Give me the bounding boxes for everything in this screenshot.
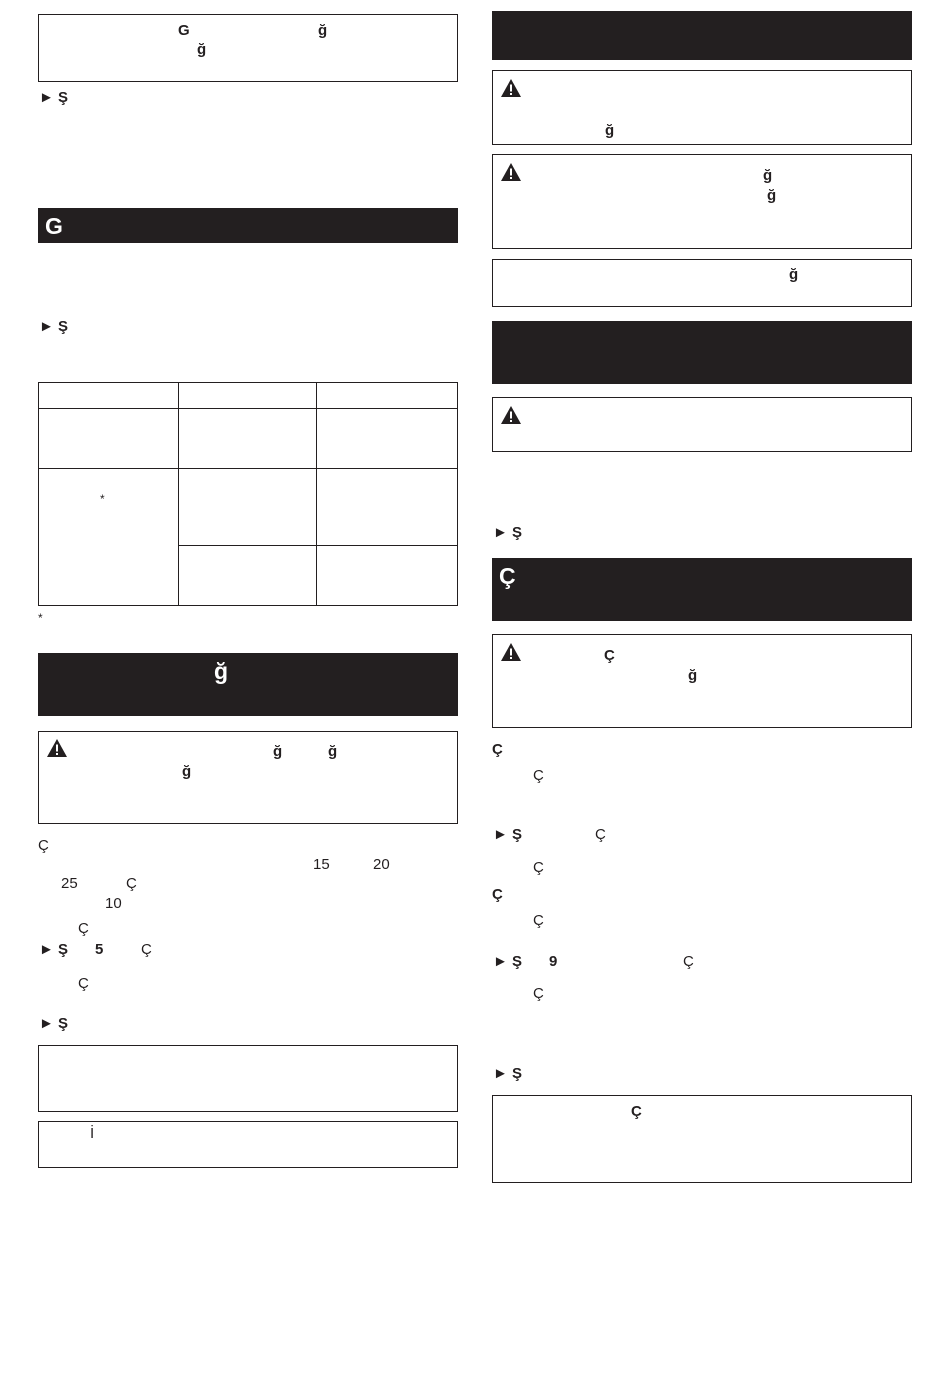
- warning-text-g-breve-1: ğ: [763, 167, 773, 184]
- figure-reference-7-text-c: Ç: [683, 953, 694, 970]
- figure-reference-3: ► Ş: [39, 941, 69, 958]
- section-header-c: [492, 558, 912, 621]
- note-box-4: [492, 259, 912, 307]
- figure-reference-6: ► Ş: [493, 826, 523, 843]
- table-cell: [178, 546, 317, 606]
- note-box-1: [38, 14, 458, 82]
- table-cell: [39, 409, 179, 469]
- body-text-c-7: Ç: [533, 912, 544, 929]
- figure-reference-8: ► Ş: [493, 1065, 523, 1082]
- warning-text-g-breve: ğ: [688, 667, 698, 684]
- table-cell: [178, 469, 317, 546]
- section-title-g: G: [45, 213, 63, 239]
- body-text-c-8: Ç: [533, 985, 544, 1002]
- table-asterisk: *: [100, 492, 105, 506]
- note-text-c: Ç: [631, 1103, 642, 1120]
- note-box-3: [38, 1121, 458, 1168]
- table-header-cell-2: [178, 383, 317, 409]
- section-title-g-breve: ğ: [214, 658, 229, 684]
- table-cell: [317, 469, 458, 546]
- figure-reference-3-number: 5: [95, 941, 104, 958]
- table-header-cell-3: [317, 383, 458, 409]
- body-text-c-6: Ç: [533, 859, 544, 876]
- note-text-g-breve-2: ğ: [197, 41, 207, 58]
- warning-box-3: [492, 154, 912, 249]
- figure-reference-5: ► Ş: [493, 524, 523, 541]
- warning-triangle-icon: [500, 405, 522, 425]
- body-text-c-5: Ç: [533, 767, 544, 784]
- body-number-10: 10: [105, 895, 122, 912]
- table-cell: [317, 409, 458, 469]
- warning-box-5: [492, 634, 912, 728]
- figure-reference-3-text-c: Ç: [141, 941, 152, 958]
- body-text-c-3: Ç: [78, 920, 89, 937]
- body-text-c-1: Ç: [38, 837, 49, 854]
- table-footnote-marker: *: [38, 611, 43, 625]
- warning-triangle-icon: [500, 162, 522, 182]
- warning-text-c: Ç: [604, 647, 615, 664]
- warning-text-g-breve: ğ: [605, 122, 615, 139]
- warning-triangle-icon: [500, 642, 522, 662]
- body-text-c-2: Ç: [126, 875, 137, 892]
- note-box-2: [38, 1045, 458, 1112]
- warning-box-4: [492, 397, 912, 452]
- section-header-right-1: [492, 11, 912, 60]
- warning-triangle-icon: [46, 738, 68, 758]
- body-number-20: 20: [373, 856, 390, 873]
- note-box-5: [492, 1095, 912, 1183]
- table-cell: [178, 409, 317, 469]
- spec-table: [38, 382, 458, 606]
- note-text-g-breve-1: ğ: [318, 22, 328, 39]
- subheading-c-1: Ç: [492, 741, 503, 758]
- warning-triangle-icon: [500, 78, 522, 98]
- figure-reference-7-number: 9: [549, 953, 558, 970]
- table-header-cell-1: [39, 383, 179, 409]
- figure-reference-7: ► Ş: [493, 953, 523, 970]
- body-number-25: 25: [61, 875, 78, 892]
- note-text-i: İ: [90, 1125, 95, 1142]
- table-cell-merged: [39, 469, 179, 606]
- note-text-g-breve: ğ: [789, 266, 799, 283]
- warning-box-1: [38, 731, 458, 824]
- figure-reference-2: ► Ş: [39, 318, 69, 335]
- body-number-15: 15: [313, 856, 330, 873]
- note-text-g: G: [178, 22, 190, 39]
- body-text-c-4: Ç: [78, 975, 89, 992]
- warning-text-g-breve-2: ğ: [767, 187, 777, 204]
- subheading-c-2: Ç: [492, 886, 503, 903]
- figure-reference-6-text-c: Ç: [595, 826, 606, 843]
- section-title-c: Ç: [499, 563, 516, 589]
- figure-reference-4: ► Ş: [39, 1015, 69, 1032]
- section-header-g: [38, 208, 458, 243]
- warning-text-g-breve-3: ğ: [182, 763, 192, 780]
- warning-text-g-breve-2: ğ: [328, 743, 338, 760]
- warning-text-g-breve-1: ğ: [273, 743, 283, 760]
- figure-reference-1: ► Ş: [39, 89, 69, 106]
- table-cell: [317, 546, 458, 606]
- section-header-right-2: [492, 321, 912, 384]
- warning-box-2: [492, 70, 912, 145]
- section-header-g-breve: [38, 653, 458, 716]
